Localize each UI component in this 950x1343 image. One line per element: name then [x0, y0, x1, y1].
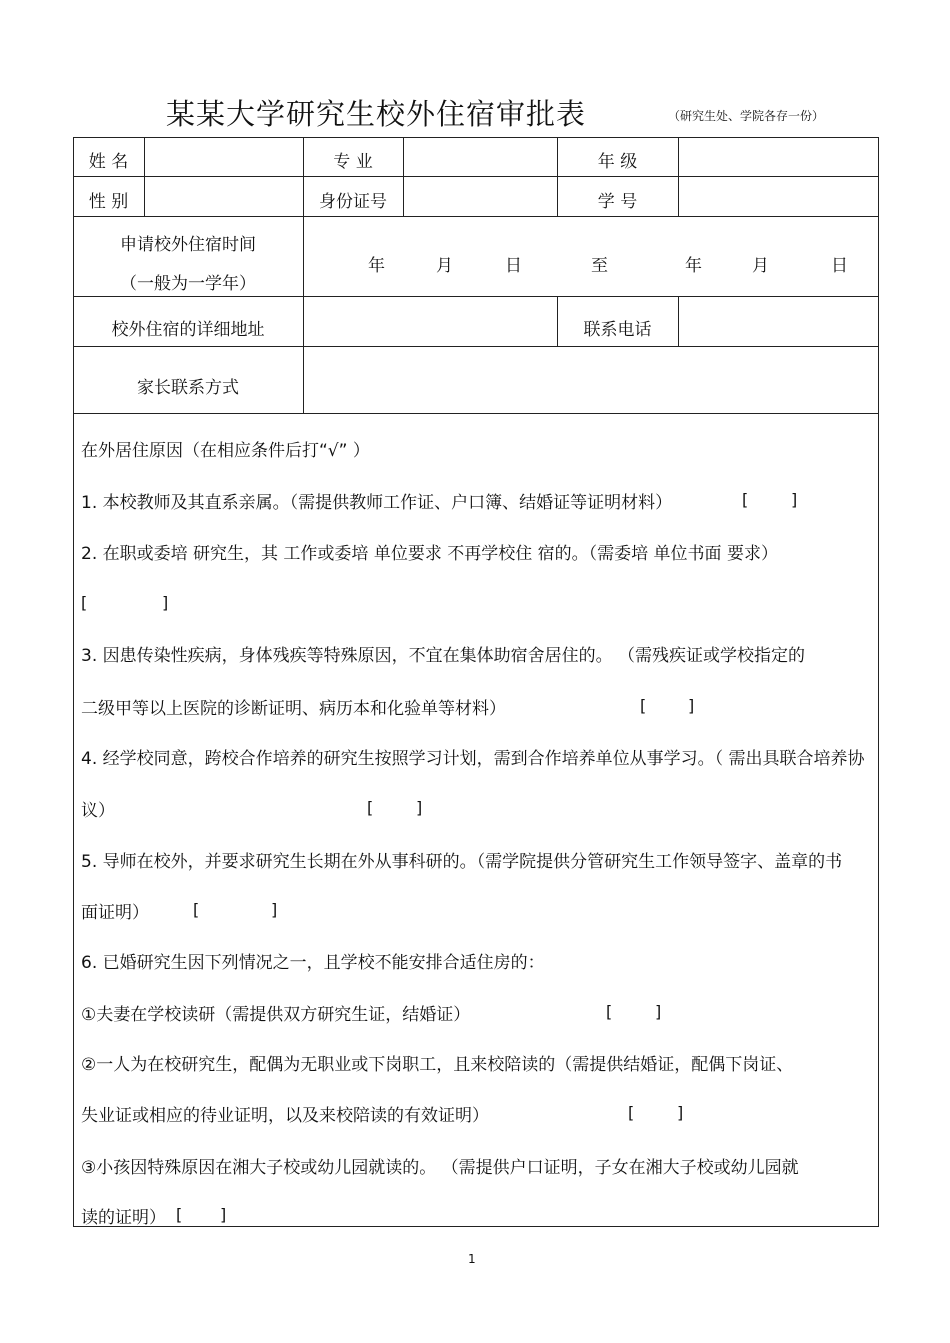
student-no-field[interactable] — [679, 177, 877, 215]
row-divider — [73, 216, 879, 217]
reason-5-line-2: 面证明） — [81, 903, 149, 923]
end-month-label: 月 — [752, 256, 769, 276]
start-day-label: 日 — [505, 256, 522, 276]
page-number: 1 — [468, 1252, 476, 1266]
row-divider — [73, 413, 879, 414]
major-label: 专 业 — [333, 152, 373, 172]
reason-4-check-open[interactable]: [ — [367, 798, 374, 817]
phone-label: 联系电话 — [583, 320, 652, 340]
reason-3-line-1: 3. 因患传染性疾病，身体残疾等特殊原因，不宜在集体助宿舍居住的。 （需残疾证或学校指定的 — [81, 646, 806, 666]
reason-2-check-close[interactable]: ] — [162, 593, 169, 612]
reason-6-1-check-close[interactable]: ] — [655, 1002, 662, 1021]
reason-3-line-2: 二级甲等以上医院的诊断证明、病历本和化验单等材料） — [81, 699, 506, 719]
reason-6-3-line-2: 读的证明） — [81, 1208, 166, 1228]
end-day-label: 日 — [831, 256, 848, 276]
end-year-label: 年 — [685, 256, 702, 276]
reason-6-1: ①夫妻在学校读研（需提供双方研究生证，结婚证） — [81, 1005, 471, 1025]
id-number-label: 身份证号 — [319, 192, 387, 212]
student-no-label: 学 号 — [597, 192, 638, 212]
start-month-label: 月 — [436, 256, 453, 276]
reason-1-check-close[interactable]: ] — [791, 490, 798, 509]
gender-label: 性 别 — [88, 192, 129, 212]
reason-4-line-1: 4. 经学校同意，跨校合作培养的研究生按照学习计划，需到合作培养单位从事学习。（ 需出具联合培养协 — [81, 749, 865, 769]
reason-6-2-check-open[interactable]: [ — [628, 1103, 635, 1122]
reason-6-3-check-open[interactable]: [ — [176, 1205, 183, 1224]
name-field[interactable] — [145, 138, 302, 175]
reason-4-check-close[interactable]: ] — [416, 798, 423, 817]
reason-5-check-open[interactable]: [ — [193, 900, 200, 919]
parent-contact-field[interactable] — [304, 347, 877, 412]
copies-note: （研究生处、学院各存一份） — [668, 109, 825, 123]
grade-label: 年 级 — [597, 152, 638, 172]
address-field[interactable] — [304, 297, 556, 345]
grade-field[interactable] — [679, 138, 877, 175]
reason-6-3-check-close[interactable]: ] — [220, 1205, 227, 1224]
reason-3-check-open[interactable]: [ — [640, 696, 647, 715]
reason-6-1-check-open[interactable]: [ — [606, 1002, 613, 1021]
name-label: 姓 名 — [88, 152, 129, 172]
reason-2-check-open[interactable]: [ — [81, 593, 88, 612]
id-number-field[interactable] — [404, 177, 556, 215]
to-label: 至 — [591, 256, 608, 276]
form-title: 某某大学研究生校外住宿审批表 — [166, 97, 587, 131]
stay-time-label: 申请校外住宿时间 — [120, 235, 256, 255]
reason-3-check-close[interactable]: ] — [688, 696, 695, 715]
reason-4-line-2: 议） — [81, 801, 115, 821]
reason-6-2-line-1: ②一人为在校研究生，配偶为无职业或下岗职工，且来校陪读的（需提供结婚证，配偶下岗证、 — [81, 1055, 794, 1075]
reasons-heading: 在外居住原因（在相应条件后打“√” ） — [81, 441, 370, 461]
reason-5-line-1: 5. 导师在校外，并要求研究生长期在外从事科研的。（需学院提供分管研究生工作领导签字、盖章的书 — [81, 852, 843, 872]
reason-6-2-line-2: 失业证或相应的待业证明，以及来校陪读的有效证明） — [81, 1106, 489, 1126]
major-field[interactable] — [404, 138, 556, 175]
reason-6: 6. 已婚研究生因下列情况之一，且学校不能安排合适住房的： — [81, 953, 545, 973]
stay-time-sublabel: （一般为一学年） — [120, 274, 256, 294]
address-label: 校外住宿的详细地址 — [111, 320, 265, 340]
reason-1: 1. 本校教师及其直系亲属。（需提供教师工作证、户口簿、结婚证等证明材料） — [81, 493, 673, 513]
parent-contact-label: 家长联系方式 — [137, 378, 239, 398]
start-year-label: 年 — [368, 256, 385, 276]
reason-2: 2. 在职或委培 研究生，其 工作或委培 单位要求 不再学校住 宿的。（需委培 单位书面 要求） — [81, 544, 778, 564]
reason-6-2-check-close[interactable]: ] — [677, 1103, 684, 1122]
phone-field[interactable] — [679, 297, 877, 345]
reason-1-check-open[interactable]: [ — [742, 490, 749, 509]
reason-6-3-line-1: ③小孩因特殊原因在湘大子校或幼儿园就读的。 （需提供户口证明，子女在湘大子校或幼儿园就 — [81, 1158, 799, 1178]
reason-5-check-close[interactable]: ] — [271, 900, 278, 919]
gender-field[interactable] — [145, 177, 302, 215]
